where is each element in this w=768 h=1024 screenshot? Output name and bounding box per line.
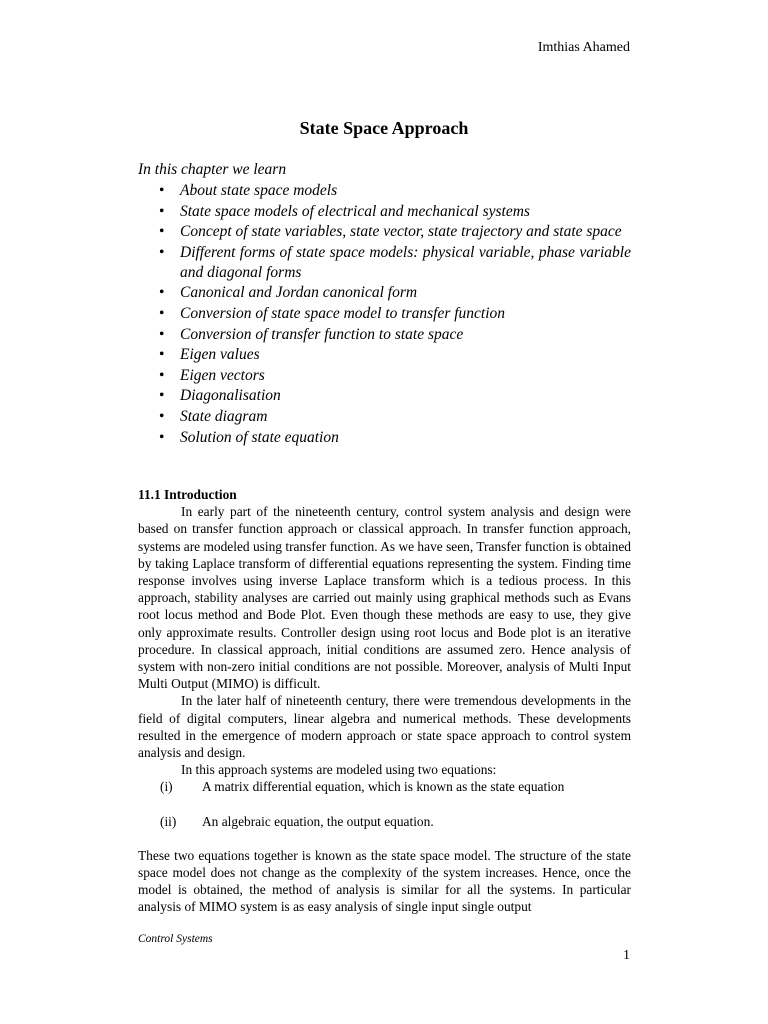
- bullet-icon: •: [159, 304, 165, 322]
- list-item: • Eigen vectors: [159, 366, 265, 384]
- enum-item: (i) A matrix differential equation, which is known as the state equation: [160, 779, 565, 795]
- enum-number: (i): [160, 779, 173, 795]
- enum-item: (ii) An algebraic equation, the output equation.: [160, 813, 434, 829]
- list-item: • Concept of state variables, state vector, state trajectory and state space: [159, 223, 622, 241]
- list-item: • About state space models: [159, 182, 338, 199]
- list-item: • Diagonalisation: [159, 387, 281, 405]
- list-item: • Canonical and Jordan canonical form: [159, 284, 418, 302]
- spacer: [138, 796, 631, 813]
- chapter-objectives: [138, 160, 631, 448]
- bullet-icon: •: [159, 346, 165, 364]
- bullet-icon: •: [159, 284, 165, 302]
- list-item: • Conversion of state space model to transfer function: [159, 304, 506, 322]
- enum-number: (ii): [160, 813, 177, 829]
- list-item: • State space models of electrical and mechanical systems: [159, 202, 530, 220]
- section-heading: 11.1 Introduction: [138, 487, 237, 502]
- list-item: • Solution of state equation: [159, 428, 339, 446]
- objectives-lead: In this chapter we learn: [138, 161, 287, 178]
- author-name: Imthias Ahamed: [537, 40, 630, 55]
- bullet-icon: •: [159, 366, 165, 384]
- bullet-icon: •: [159, 243, 165, 261]
- objectives-list: [138, 181, 631, 448]
- bullet-icon: •: [159, 202, 165, 220]
- list-item: • Different forms of state space models: physical variable, phase variable and diagonal forms: [159, 243, 631, 281]
- bullet-icon: •: [159, 223, 165, 241]
- introduction-section: [138, 486, 631, 916]
- bullet-icon: •: [159, 325, 165, 343]
- equations-lead: In this approach systems are modeled using two equations:: [181, 762, 497, 778]
- bullet-icon: •: [159, 387, 165, 405]
- list-item: • Eigen values: [159, 346, 260, 364]
- list-item: • State diagram: [159, 407, 268, 425]
- bullet-icon: •: [159, 182, 165, 199]
- bullet-icon: •: [159, 407, 165, 425]
- page-title: State Space Approach: [299, 118, 469, 138]
- footer-course-title: Control Systems: [138, 933, 213, 945]
- bullet-icon: •: [159, 428, 165, 446]
- paragraph-1: In early part of the nineteenth century, control system analysis and design were based on transfer function approach or classical approach. In transfer function approach, systems are modeled using transfer function. As we have seen, Transfer function is obtained by taking Laplace transform of differential equations representing the system. Finding time response involves using inverse Laplace transform which is a tedious process. In this approach, stability analyses are carried out mainly using graphical methods such as Evans root locus method and Bode Plot. Even though these methods are easy to use, they give only approximate results. Controller design using root locus and Bode plot is an iterative procedure. In classical approach, initial conditions are assumed zero. Hence analysis of system with non-zero initial conditions are not possible. Moreover, analysis of Multi Input Multi Output (MIMO) is difficult.: [138, 504, 631, 692]
- list-item: • Conversion of transfer function to state space: [159, 325, 464, 343]
- spacer: [138, 830, 631, 847]
- paragraph-3: These two equations together is known as the state space model. The structure of the state space model does not change as the complexity of the system increases. Hence, once the model is obtained, the method of analysis is similar for all the systems. In particular analysis of MIMO system is as easy analysis of single input single output: [138, 847, 631, 915]
- paragraph-2: In the later half of nineteenth century, there were tremendous developments in the field of digital computers, linear algebra and numerical methods. These developments resulted in the emergence of modern approach or state space approach to control system analysis and design.: [138, 693, 631, 761]
- page-number: 1: [623, 948, 630, 963]
